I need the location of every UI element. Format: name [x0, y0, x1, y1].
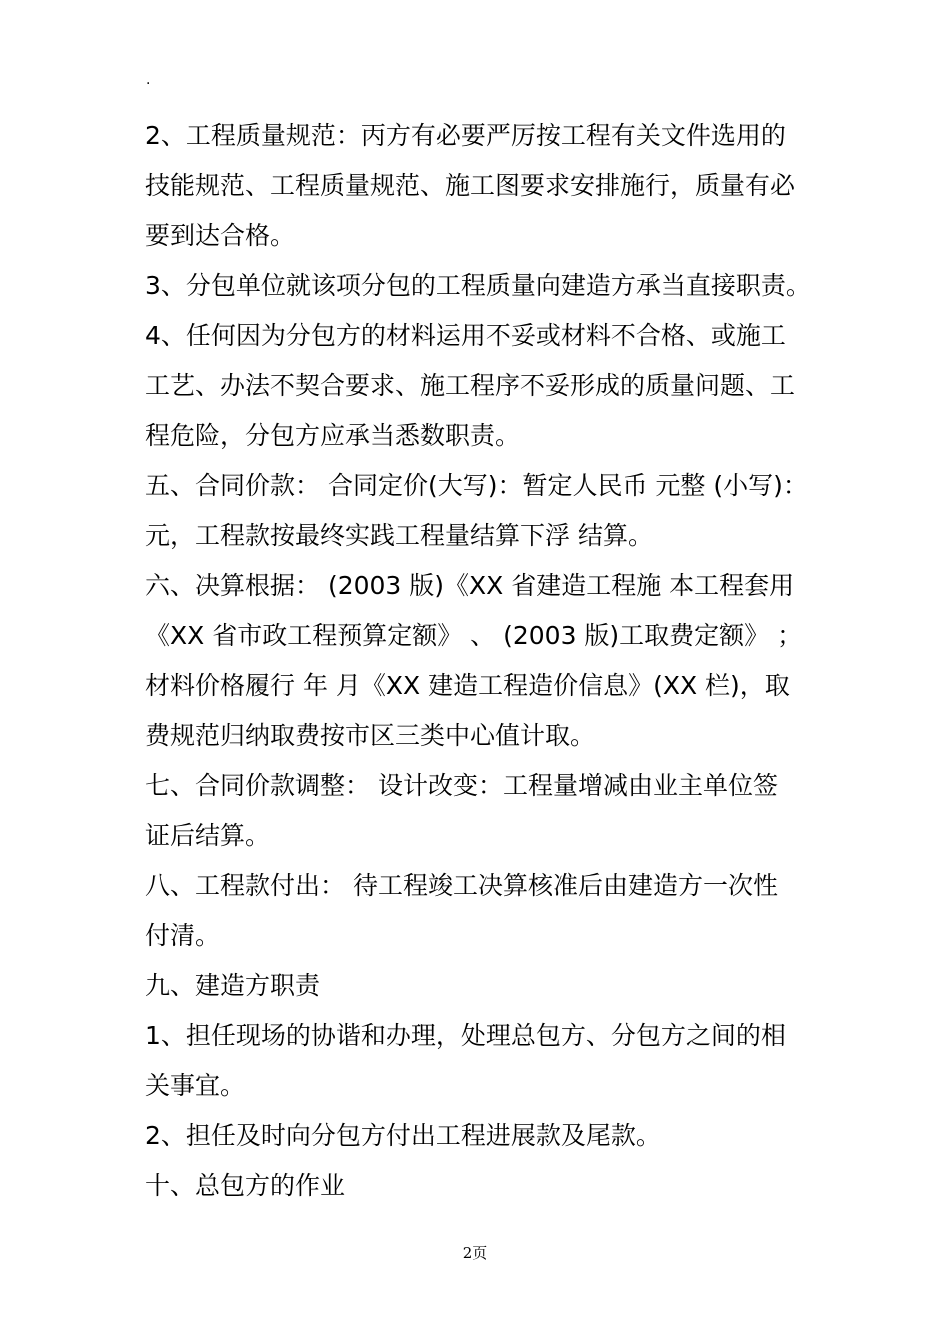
text-line: 费规范归纳取费按市区三类中心值计取。	[145, 721, 596, 750]
text-line: 六、决算根据： (2003 版)《XX 省建造工程施 本工程套用	[145, 571, 795, 600]
text-line: 证后结算。	[145, 821, 271, 850]
text-line: 技能规范、工程质量规范、施工图要求安排施行，质量有必	[145, 171, 796, 200]
text-line: 2、工程质量规范：丙方有必要严厉按工程有关文件选用的	[145, 121, 786, 150]
text-line: 工艺、办法不契合要求、施工程序不妥形成的质量问题、工	[145, 371, 796, 400]
text-line: 五、合同价款： 合同定价(大写)：暂定人民币 元整 (小写)：	[145, 471, 808, 500]
text-line: 十、总包方的作业	[145, 1171, 346, 1200]
text-line: 1、担任现场的协谐和办理，处理总包方、分包方之间的相	[145, 1021, 786, 1050]
page-number: 2页	[462, 1244, 488, 1262]
text-line: 程危险，分包方应承当悉数职责。	[145, 421, 521, 450]
text-line: 2、担任及时向分包方付出工程进展款及尾款。	[145, 1121, 661, 1150]
text-line: 九、建造方职责	[145, 971, 321, 1000]
text-line: 要到达合格。	[145, 221, 296, 250]
text-line: 材料价格履行 年 月《XX 建造工程造价信息》(XX 栏)，取	[145, 671, 790, 700]
text-line: 七、合同价款调整： 设计改变：工程量增减由业主单位签	[145, 771, 778, 800]
header-mark: .	[146, 72, 151, 88]
text-line: 《XX 省市政工程预算定额》 、 (2003 版)工取费定额》 ；	[145, 621, 803, 650]
text-line: 3、分包单位就该项分包的工程质量向建造方承当直接职责。	[145, 271, 811, 300]
text-line: 付清。	[145, 921, 221, 950]
text-line: 关事宜。	[145, 1071, 246, 1100]
text-line: 4、任何因为分包方的材料运用不妥或材料不合格、或施工	[145, 321, 786, 350]
text-line: 元，工程款按最终实践工程量结算下浮 结算。	[145, 521, 653, 550]
text-line: 八、工程款付出： 待工程竣工决算核准后由建造方一次性	[145, 871, 778, 900]
body-text	[145, 111, 817, 1211]
